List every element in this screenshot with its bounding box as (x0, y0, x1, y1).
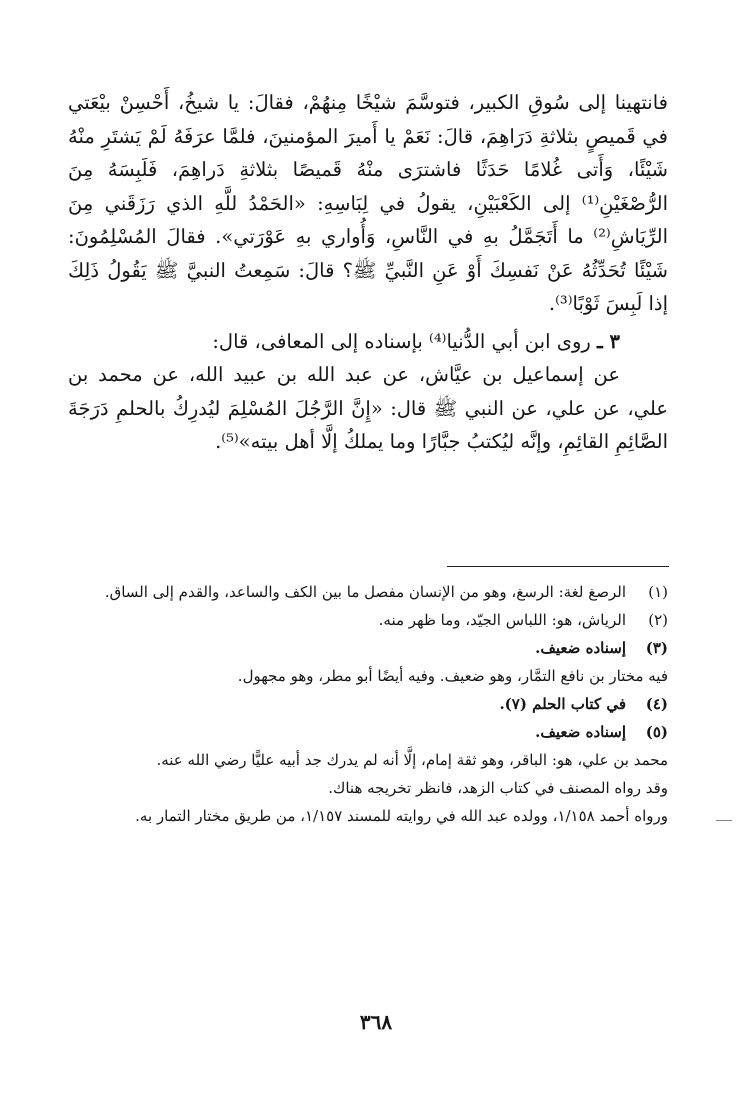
footnote-detail: ورواه أحمد ١/١٥٨، وولده عبد الله في روايته للمسند ١/١٥٧، من طريق مختار التمار به. (135, 807, 668, 825)
item-number: ٣ ـ (597, 329, 620, 353)
footnote-text: إسناده ضعيف. (535, 639, 626, 657)
paragraph-1: فانتهينا إلى سُوقِ الكبير، فتوسَّمَ شيْخًا مِنهُمْ، فقالَ: يا شيخُ، أَحْسِنْ بيْعَتي في قَميصٍ بثلاثةِ دَرَاهِمَ، قالَ: نَعَمْ يا أَميرَ المؤمنينَ، فلمَّا عرَفَهُ لَمْ يَشتَرِ منْهُ شَيْئًا، وَأَتى غُلامًا حَدَثًا فاشترَى منْهُ قَميصًا بثلاثةِ دَراهِمَ، فَلَبِسَهُ مِنَ الرُّصْغَيْنِ⁽¹⁾ إلى الكَعْبَيْنِ، يقولُ في لِبَاسِهِ: «الحَمْدُ للَّهِ الذي رَزَقَني مِنَ الرِّيَاشِ⁽²⁾ ما أَتَجَمَّلُ بهِ في النَّاسِ، وَأُواري بهِ عَوْرَتي». فقالَ المُسْلِمُونَ: شَيْئًا تُحَدِّثُهُ عَنْ نَفسِكَ أَوْ عَنِ النَّبيِّ ﷺ؟ قالَ: سَمِعتُ النبيَّ ﷺ يَقُولُ ذَلِكَ إذا لَبِسَ ثَوْبًا⁽³⁾. (68, 91, 668, 315)
footnote-4 (68, 690, 668, 718)
footnote-5 (68, 718, 668, 746)
margin-mark (716, 820, 732, 821)
footnote-text: إسناده ضعيف. (535, 723, 626, 741)
footnote-detail: فيه مختار بن نافع التمَّار، وهو ضعيف. وفيه أيضًا أبو مطر، وهو مجهول. (237, 667, 668, 685)
footnotes (68, 578, 668, 830)
footnote-number: (٢) (648, 611, 668, 629)
footnote-divider (447, 566, 669, 567)
page-number: ٣٦٨ (359, 1010, 393, 1034)
footnote-2 (68, 606, 668, 634)
footnote-1 (68, 578, 668, 606)
item-3-intro (68, 325, 668, 359)
footnote-detail: محمد بن علي، هو: الباقر، وهو ثقة إمام، إلَّا أنه لم يدرك جد أبيه عليًّا رضي الله عنه. (156, 751, 668, 769)
footnote-number: (٤) (645, 695, 668, 713)
paragraph-3: عن إسماعيل بن عيَّاش، عن عبد الله بن عبيد الله، عن محمد بن علي، عن علي، عن النبي ﷺ قال: «إِنَّ الرَّجُلَ المُسْلِمَ ليُدرِكُ بالحلمِ دَرَجَةَ الصَّائِمِ القائِمِ، وإنَّه ليُكتبُ جبَّارًا وما يملكُ إلَّا أهل بيته»⁽⁵⁾. (68, 363, 668, 453)
main-text (68, 86, 668, 459)
footnote-text: الرياش، هو: اللباس الجيّد، وما ظهر منه. (378, 611, 626, 629)
footnote-number: (١) (648, 583, 668, 601)
footnote-5-details (68, 746, 668, 830)
footnote-number: (٥) (645, 723, 668, 741)
item-3-intro-text: روى ابن أبي الدُّنيا⁽⁴⁾ بإسناده إلى المعافى، قال: (212, 329, 591, 353)
footnote-3 (68, 634, 668, 662)
footnote-text: في كتاب الحلم (٧). (499, 695, 626, 713)
footnote-3-details (68, 662, 668, 690)
footnote-text: الرصغ لغة: الرسغ، وهو من الإنسان مفصل ما بين الكف والساعد، والقدم إلى الساق. (104, 583, 626, 601)
footnote-detail: وقد رواه المصنف في كتاب الزهد، فانظر تخريجه هناك. (328, 779, 668, 797)
footnote-number: (٣) (645, 639, 668, 657)
